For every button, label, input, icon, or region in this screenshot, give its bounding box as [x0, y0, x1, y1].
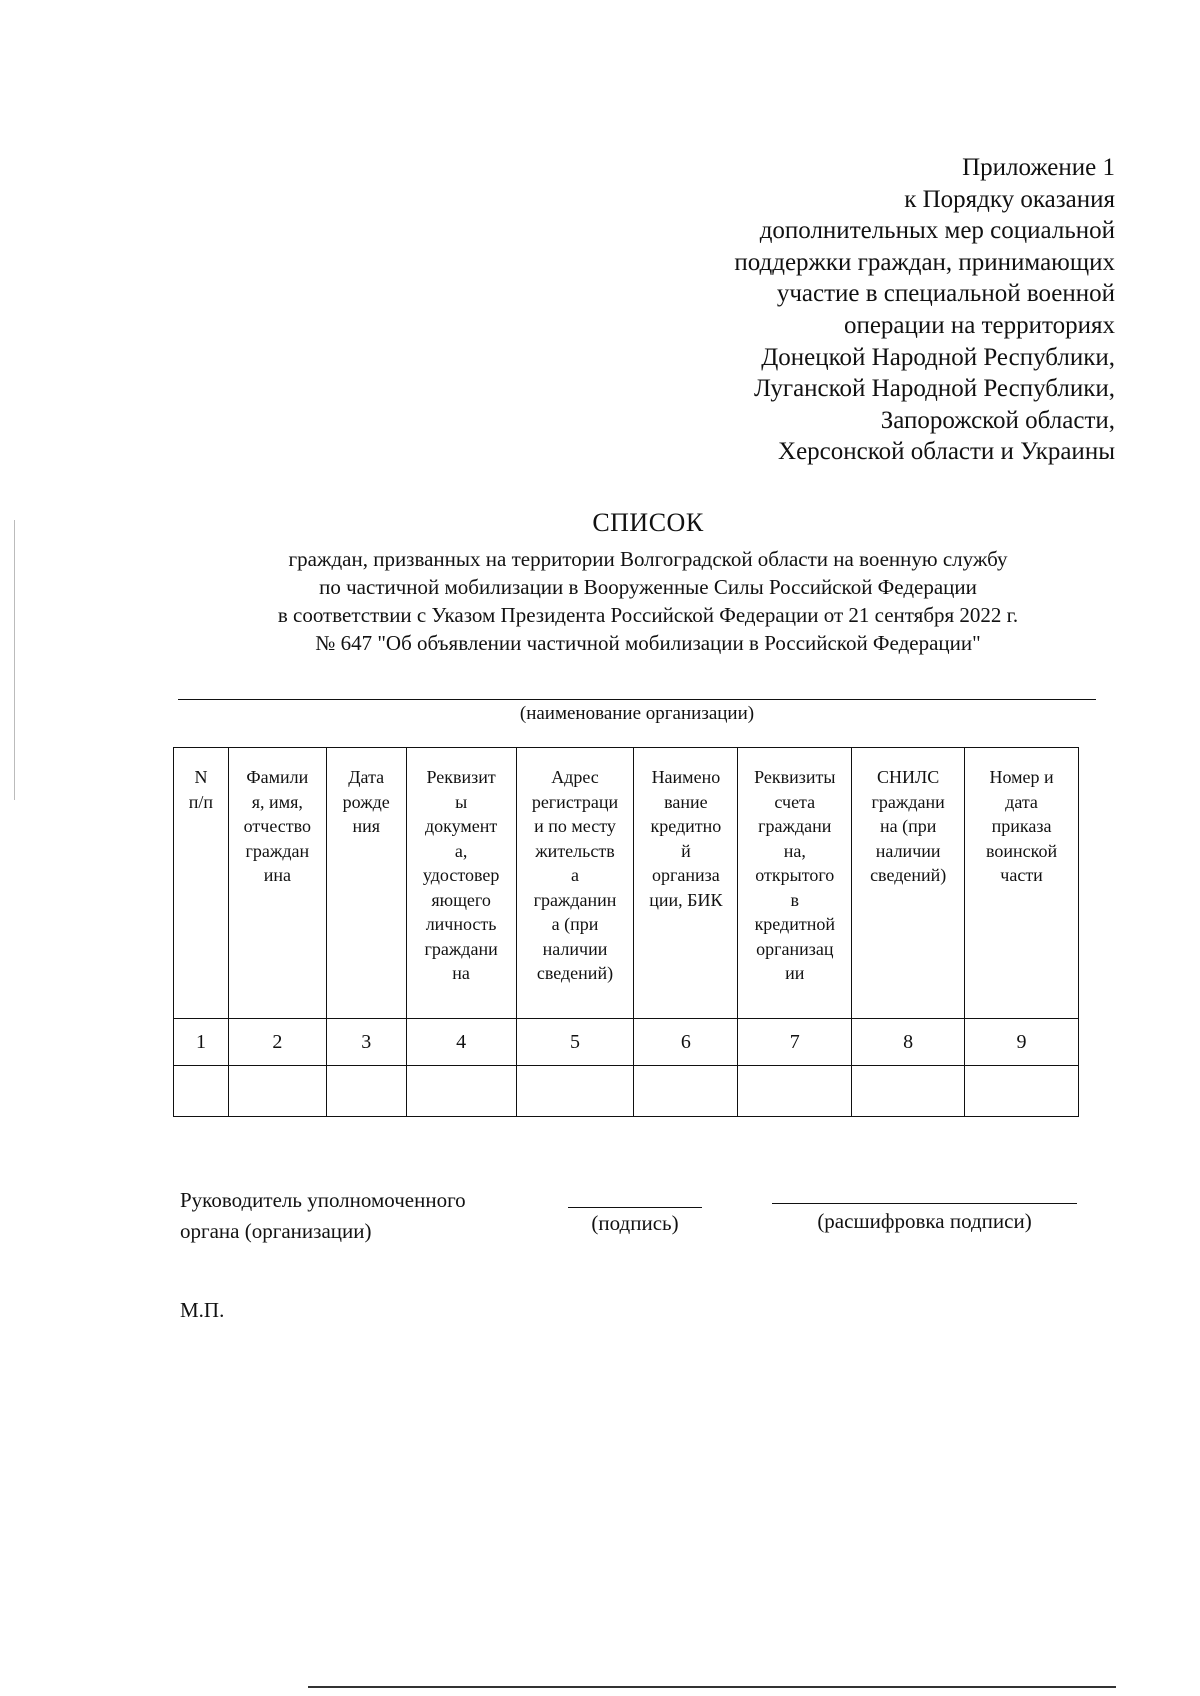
header-text: документ	[424, 816, 498, 836]
header-text: открытого	[755, 865, 835, 885]
organization-name-line[interactable]	[178, 699, 1096, 700]
header-text: наличии	[875, 840, 941, 861]
appendix-line: Донецкой Народной Республики,	[761, 343, 1115, 371]
header-text: СНИЛС	[877, 767, 940, 787]
header-text: я, имя,	[251, 791, 303, 812]
stamp-label: М.П.	[180, 1298, 225, 1322]
appendix-line: Луганской Народной Республики,	[754, 375, 1115, 403]
table-cell[interactable]	[965, 1066, 1079, 1117]
header-text: приказа	[991, 816, 1052, 836]
header-text: организац	[756, 938, 834, 959]
subtitle-line: № 647 "Об объявлении частичной мобилизации в Российской Федерации"	[315, 631, 981, 655]
header-order	[965, 748, 1079, 1019]
header-birth-date	[326, 748, 406, 1019]
header-text: Фамили	[246, 767, 309, 787]
table-cell[interactable]	[634, 1066, 738, 1117]
header-text: й	[681, 840, 691, 861]
header-text: дата	[1005, 791, 1038, 812]
subtitle-line: в соответствии с Указом Президента Российской Федерации от 21 сентября 2022 г.	[277, 603, 1019, 627]
header-text: удостовер	[422, 865, 500, 885]
header-text: ии	[785, 963, 805, 983]
appendix-line: участие в специальной военной	[776, 280, 1115, 308]
column-number: 8	[852, 1019, 965, 1066]
header-id-document	[406, 748, 516, 1019]
header-text: сведений)	[536, 963, 614, 983]
header-text: яющего	[431, 889, 491, 910]
header-text: организа	[652, 865, 720, 885]
header-bank-name	[634, 748, 738, 1019]
header-text: ы	[455, 791, 468, 812]
document-title: СПИСОК	[592, 508, 704, 537]
signature-label-line: органа (организации)	[180, 1219, 372, 1243]
appendix-line: поддержки граждан, принимающих	[734, 248, 1115, 276]
signature-decode-line[interactable]	[772, 1203, 1077, 1204]
header-text: а,	[454, 840, 468, 861]
organization-caption: (наименование организации)	[519, 703, 755, 724]
header-text: в	[790, 889, 800, 910]
header-text: кредитной	[754, 914, 835, 934]
column-number: 3	[326, 1019, 406, 1066]
header-text: счета	[774, 791, 816, 812]
header-text: вание	[664, 791, 708, 812]
signature-decode-caption: (расшифровка подписи)	[817, 1209, 1032, 1233]
header-text: жительств	[535, 840, 615, 861]
header-row	[174, 748, 1079, 1019]
header-text: отчество	[243, 816, 312, 836]
subtitle-line: по частичной мобилизации в Вооруженные Силы Российской Федерации	[319, 575, 977, 599]
head-signature-label	[180, 1185, 466, 1247]
table-cell[interactable]	[852, 1066, 965, 1117]
header-text: граждан	[245, 840, 310, 861]
column-number: 2	[228, 1019, 326, 1066]
column-number: 6	[634, 1019, 738, 1066]
header-text: рожде	[342, 791, 390, 812]
header-text: а (при	[551, 914, 599, 934]
subtitle-line: граждан, призванных на территории Волгоградской области на военную службу	[288, 547, 1008, 571]
citizens-table	[173, 747, 1079, 1117]
column-number: 1	[174, 1019, 229, 1066]
header-text: п/п	[188, 791, 214, 812]
header-text: части	[1000, 865, 1043, 885]
header-text: а	[570, 865, 579, 885]
table-row	[174, 1066, 1079, 1117]
header-text: Адрес	[551, 767, 599, 787]
appendix-line: дополнительных мер социальной	[759, 217, 1115, 245]
header-text: регистраци	[531, 791, 619, 812]
appendix-block	[595, 152, 1115, 468]
appendix-line: операции на территориях	[843, 311, 1115, 339]
column-number: 4	[406, 1019, 516, 1066]
header-text: Наимено	[651, 767, 721, 787]
header-text: Номер и	[989, 767, 1054, 787]
table-cell[interactable]	[174, 1066, 229, 1117]
header-text: на (при	[879, 816, 937, 836]
document-subtitle	[0, 545, 1200, 657]
header-text: Дата	[348, 767, 385, 787]
header-text: наличии	[542, 938, 608, 959]
table-cell[interactable]	[406, 1066, 516, 1117]
header-text: граждани	[424, 938, 498, 959]
header-text: граждани	[871, 791, 945, 812]
header-snils	[852, 748, 965, 1019]
column-number: 9	[965, 1019, 1079, 1066]
header-account-details	[738, 748, 852, 1019]
table-cell[interactable]	[228, 1066, 326, 1117]
header-text: граждани	[758, 816, 832, 836]
table-cell[interactable]	[738, 1066, 852, 1117]
header-text: ции, БИК	[649, 889, 723, 910]
column-number: 7	[738, 1019, 852, 1066]
header-full-name	[228, 748, 326, 1019]
header-text: Реквизит	[426, 767, 496, 787]
header-text: и по месту	[534, 816, 616, 836]
page-bottom-rule	[308, 1686, 1116, 1688]
header-text: ния	[352, 816, 380, 836]
header-text: Реквизиты	[754, 767, 836, 787]
signature-line[interactable]	[568, 1207, 702, 1208]
header-text: кредитно	[650, 816, 722, 836]
appendix-line: Херсонской области и Украины	[778, 438, 1115, 466]
header-text: на	[452, 963, 470, 983]
table-cell[interactable]	[326, 1066, 406, 1117]
header-address	[516, 748, 634, 1019]
appendix-line: Приложение 1	[962, 154, 1115, 181]
header-text: личность	[425, 914, 497, 934]
header-number	[174, 748, 229, 1019]
header-text: на,	[783, 840, 806, 861]
header-text: гражданин	[533, 889, 617, 910]
column-number: 5	[516, 1019, 634, 1066]
appendix-line: Запорожской области,	[880, 406, 1115, 434]
header-text: N	[194, 767, 208, 787]
header-text: воинской	[985, 840, 1058, 861]
header-text: сведений)	[870, 865, 947, 885]
appendix-line: к Порядку оказания	[904, 185, 1115, 213]
signature-caption: (подпись)	[591, 1211, 679, 1235]
signature-label-line: Руководитель уполномоченного	[180, 1188, 466, 1212]
header-text: ина	[263, 865, 291, 885]
table-cell[interactable]	[516, 1066, 634, 1117]
column-number-row	[174, 1019, 1079, 1066]
